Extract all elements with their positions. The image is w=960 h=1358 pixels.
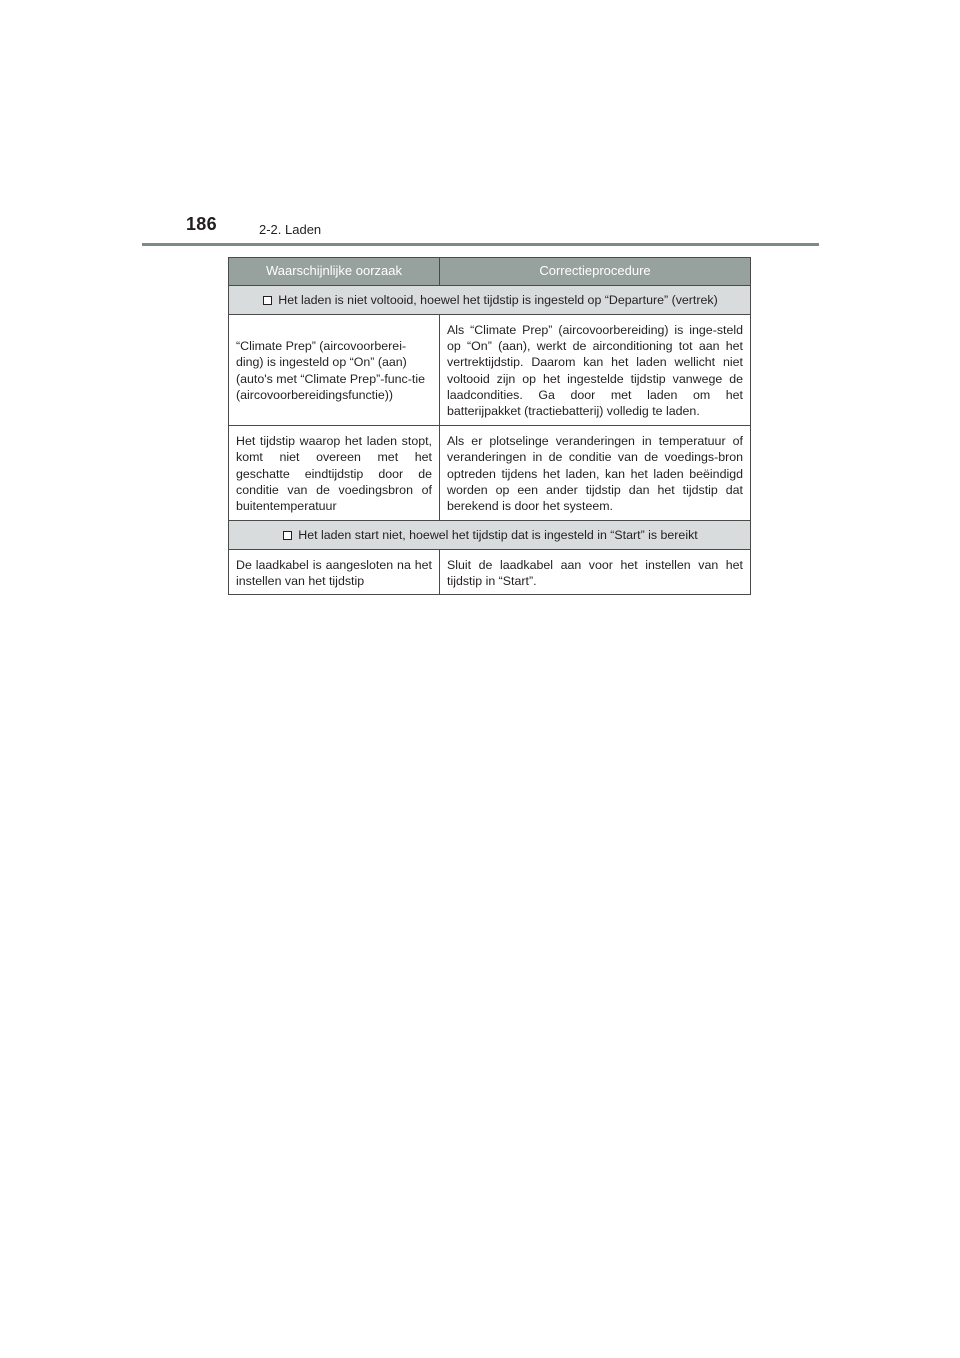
header-rule	[142, 243, 819, 246]
column-header-procedure: Correctieprocedure	[440, 258, 751, 286]
condition-cell	[229, 521, 751, 550]
table-row	[229, 550, 751, 594]
section-title: 2-2. Laden	[259, 222, 322, 237]
page-number: 186	[186, 214, 217, 234]
cause-cell: Het tijdstip waarop het laden stopt, komt niet overeen met het geschatte eindtijdstip door de conditie van de voedingsbron of buitentemperatuur	[229, 426, 440, 521]
condition-cell	[229, 286, 751, 315]
condition-text: Het laden start niet, hoewel het tijdstip dat is ingesteld in “Start” is bereikt	[298, 528, 698, 543]
condition-text: Het laden is niet voltooid, hoewel het tijdstip is ingesteld op “Departure” (vertrek)	[278, 292, 718, 307]
procedure-cell: Als er plotselinge veranderingen in temperatuur of veranderingen in de conditie van de voedings-bron optreden tijdens het laden, kan het laden beëindigd worden op een ander tijdstip dan het tijdstip dat berekend is door het systeem.	[440, 426, 751, 521]
table-header-row	[229, 258, 751, 286]
troubleshooting-table	[228, 257, 751, 595]
procedure-cell: Als “Climate Prep” (aircovoorbereiding) is inge-steld op “On” (aan), werkt de airconditioning tot aan het vertrektijdstip. Daarom kan het laden wellicht niet voltooid zijn op het ingestelde tijdstip vanwege de laadcondities. Ga door met laden om het batterijpakket (tractiebatterij) volledig te laden.	[440, 315, 751, 426]
column-header-cause: Waarschijnlijke oorzaak	[229, 258, 440, 286]
cause-cell: “Climate Prep” (aircovoorberei-ding) is ingesteld op “On” (aan) (auto's met “Climate Prep”-func-tie (aircovoorbereidingsfunctie))	[229, 315, 440, 426]
checkbox-bullet-icon	[283, 531, 292, 540]
table-row	[229, 315, 751, 426]
table-row	[229, 426, 751, 521]
procedure-cell: Sluit de laadkabel aan voor het instellen van het tijdstip in “Start”.	[440, 550, 751, 594]
condition-row	[229, 286, 751, 315]
cause-cell: De laadkabel is aangesloten na het instellen van het tijdstip	[229, 550, 440, 594]
checkbox-bullet-icon	[263, 296, 272, 305]
condition-row	[229, 521, 751, 550]
